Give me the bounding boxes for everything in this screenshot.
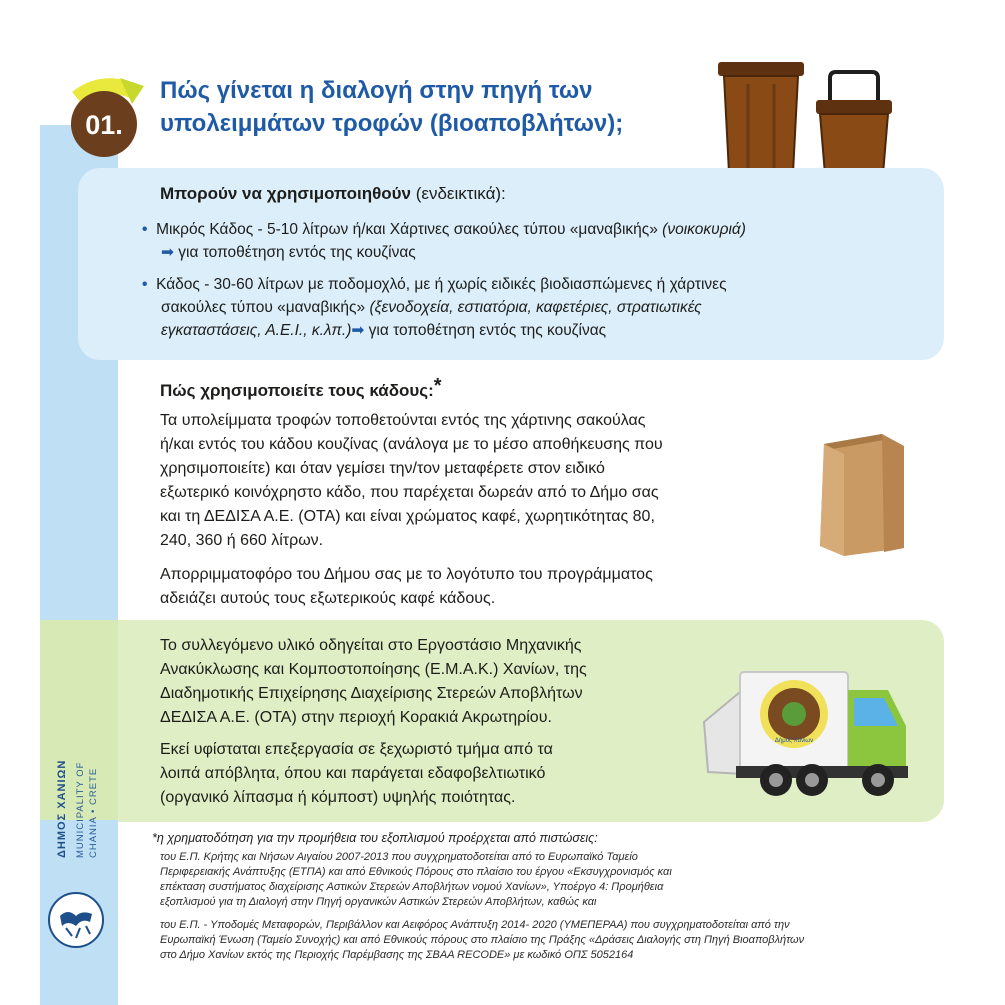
usage-heading: Πώς χρησιμοποιείτε τους κάδους:* <box>160 375 442 400</box>
footnote-funding-2: του Ε.Π. - Υποδομές Μεταφορών, Περιβάλλον και Αειφόρος Ανάπτυξη 2014- 2020 (ΥΜΕΠΕΡΑΑ) που συγχρηματοδοτείται από την Ευρωπαϊκή Ένωση (Ταμείο Συνοχής) και από Εθνικούς πόρους στο πλαίσιο της Πράξης «Δράσεις Διαλογής στη Πηγή Βιοαποβλήτων στο Δήμο Χανίων εκτός της Περιοχής Παρέμβασης της ΣΒΑΑ RECODE» με κωδικό ΟΠΣ 5052164 <box>160 919 805 961</box>
municipality-emblem-icon <box>46 890 106 950</box>
bullet-icon: • <box>142 276 148 293</box>
footnote-funding-1: του Ε.Π. Κρήτης και Νήσων Αιγαίου 2007-2013 που συγχρηματοδοτείται από το Ευρωπαϊκό Ταμείο Περιφερειακής Ανάπτυξης (ΕΤΠΑ) και από Εθνικούς Πόρους στο πλαίσιο του έργου «Εκσυγχρονισμός και επέκταση συστήματος διαχείρισης Αστικών Στερεών Αποβλήτων νομού Χανίων», Υποέργο 4: Προμήθεια εξοπλισμού για τη Διαλογή στην Πηγή οργανικών Αστικών Στερεών Αποβλήτων, καθώς και <box>160 851 672 908</box>
truck-logo-text: Δήμος Χανίων <box>774 738 814 744</box>
collection-paragraph-1: Το συλλεγόμενο υλικό οδηγείται στο Εργοστάσιο Μηχανικής Ανακύκλωσης και Κομποστοποίησης (Ε.Μ.Α.Κ.) Χανίων, της Διαδημοτικής Επιχείρησης Διαχείρισης Στερεών Αποβλήτων ΔΕΔΙΣΑ Α.Ε. (ΟΤΑ) στην περιοχή Κορακιά Ακρωτηρίου. <box>160 637 587 726</box>
footnote-heading: *η χρηματοδότηση για την προμήθεια του εξοπλισμού προέρχεται από πιστώσεις: <box>152 831 598 845</box>
arrow-right-icon: ➡ <box>351 322 365 339</box>
bullet-icon: • <box>142 221 148 238</box>
section-number: 01. <box>85 110 123 140</box>
municipality-name-greek: ΔΗΜΟΣ ΧΑΝΙΩΝ <box>56 759 68 858</box>
garbage-truck-illustration <box>700 662 916 804</box>
equipment-heading: Μπορούν να χρησιμοποιηθούν (ενδεικτικά): <box>160 184 506 203</box>
municipality-name-en-1: MUNICIPALITY OF <box>75 761 86 858</box>
arrow-right-icon: ➡ <box>161 244 174 261</box>
number-badge <box>62 72 150 160</box>
equipment-item-small-bin: • Μικρός Κάδος - 5-10 λίτρων ή/και Χάρτινες σακούλες τύπου «μαναβικής» (νοικοκυριά) ➡ για τοποθέτηση εντός της κουζίνας <box>142 221 746 261</box>
paper-bag-illustration <box>814 430 910 558</box>
equipment-item-large-bin: • Κάδος - 30-60 λίτρων με ποδομοχλό, με ή χωρίς ειδικές βιοδιασπώμενες ή χάρτινες σακούλες τύπου «μαναβικής» (ξενοδοχεία, εστιατόρια, καφετέριες, στρατιωτικές εγκαταστάσεις, Α.Ε.Ι., κ.λπ.)➡ για τοποθέτηση εντός της κουζίνας <box>142 276 727 339</box>
page-title: Πώς γίνεται η διαλογή στην πηγή των υπολειμμάτων τροφών (βιοαποβλήτων); <box>160 77 624 137</box>
municipality-name-en-2: CHANIA • CRETE <box>88 767 99 858</box>
usage-paragraph-2: Απορριμματοφόρο του Δήμου σας με το λογότυπο του προγράμματος αδειάζει αυτούς τους εξωτερικούς καφέ κάδους. <box>160 566 653 607</box>
collection-paragraph-2: Εκεί υφίσταται επεξεργασία σε ξεχωριστό τμήμα από τα λοιπά απόβλητα, όπου και παράγεται εδαφοβελτιωτικό (οργανικό λίπασμα ή κόμποστ) υψηλής ποιότητας. <box>160 741 553 806</box>
usage-paragraph-1: Τα υπολείμματα τροφών τοποθετούνται εντός της χάρτινης σακούλας ή/και εντός του κάδου κουζίνας (ανάλογα με το μέσο αποθήκευσης που χρησιμοποιείτε) και όταν γεμίσει την/τον μεταφέρετε στον ειδικό εξωτερικό κοινόχρηστο κάδο, που παρέχεται δωρεάν από το Δήμο σας και τη ΔΕΔΙΣΑ Α.Ε. (ΟΤΑ) και είναι χρώματος καφέ, χωρητικότητας 80, 240, 360 ή 660 λίτρων. <box>160 412 663 549</box>
